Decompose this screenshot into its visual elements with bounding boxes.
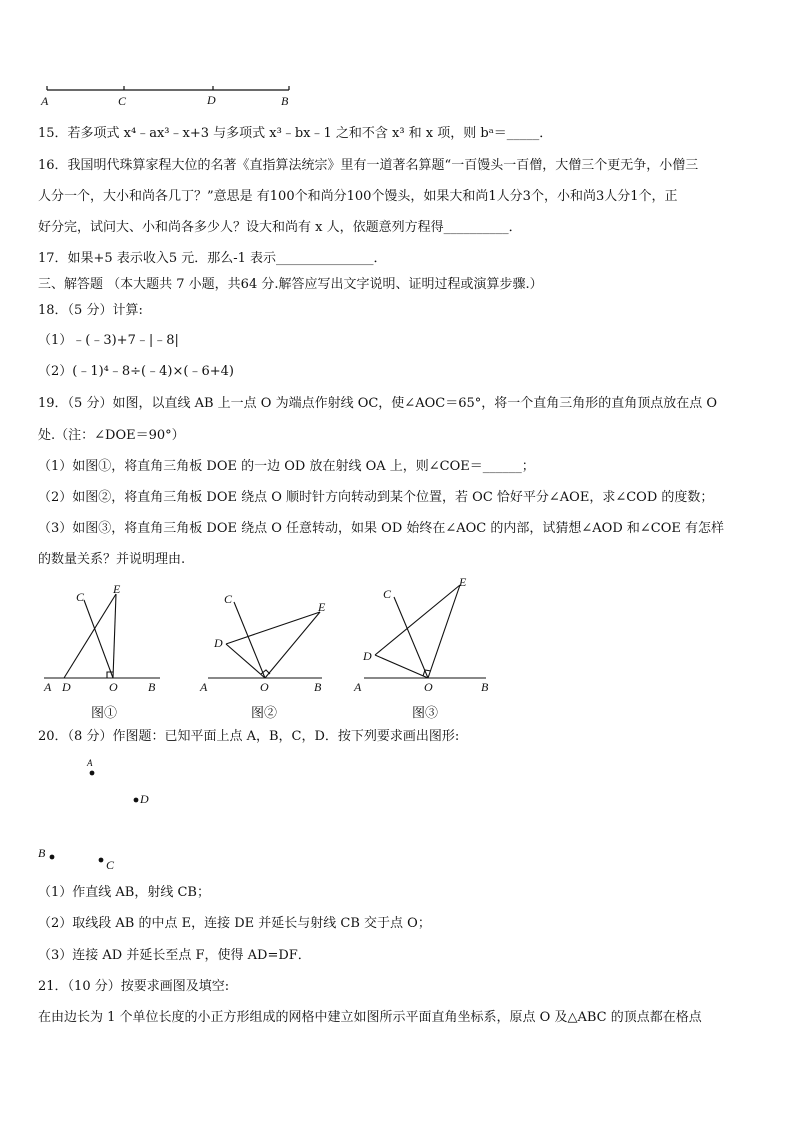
question-15: 15．若多项式 x⁴﹣ax³﹣x+3 与多项式 x³﹣bx﹣1 之和不含 x³ 和 x 项，则 bᵃ＝_____． [38,126,553,141]
point-c [99,858,104,863]
label-d: D [207,93,216,107]
fig1-label-a: A [44,680,52,694]
fig1-caption: 图① [91,706,118,721]
fig3-label-b: B [481,680,489,694]
point-d [134,798,139,803]
question-20: 20．（8 分）作图题：已知平面上点 A，B，C，D．按下列要求画出图形: [38,729,460,744]
question-21-line-1: 在由边长为 1 个单位长度的小正方形组成的网格中建立如图所示平面直角坐标系，原点 O 及△ABC 的顶点都在格点 [38,1010,702,1025]
question-18: 18．（5 分）计算: [38,303,143,318]
fig3-label-e: E [459,575,467,589]
fig2-label-d: D [214,636,223,650]
fig2-caption: 图② [251,706,278,721]
question-18-part-2: （2）(﹣1)⁴﹣8÷(﹣4)×(﹣6+4) [38,364,234,379]
section-heading: 三、解答题 （本大题共 7 小题，共64 分.解答应写出文字说明、证明过程或演算步骤.） [38,277,543,292]
fig1-label-c: C [76,590,85,604]
fig1-label-o: O [109,680,118,694]
question-17: 17．如果+5 表示收入5 元．那么-1 表示_______________． [38,251,387,266]
fig1-label-e: E [113,582,121,596]
fig3-label-d: D [363,649,372,663]
question-21: 21．（10 分）按要求画图及填空: [38,979,230,994]
question-18-part-1: （1）﹣(﹣3)+7﹣|﹣8| [38,333,179,348]
fig1-label-b: B [148,680,156,694]
fig3-label-c: C [383,587,392,601]
question-19-part-3-line-1: （3）如图③，将直角三角板 DOE 绕点 O 任意转动，如果 OD 始终在∠AOC 的内部，试猜想∠AOD 和∠COE 有怎样 [38,521,725,536]
point-c-label: C [106,858,115,872]
point-a-label: A [87,758,93,768]
question-19-line-1: 19．（5 分）如图，以直线 AB 上一点 O 为端点作射线 OC，使∠AOC＝65°，将一个直角三角形的直角顶点放在点 O [38,396,718,411]
question-16-line-2: 人分一个，大小和尚各几丁？”意思是 有100个和尚分100个馒头，如果大和尚1人分3个，小和尚3人分1个，正 [38,189,678,204]
fig3-label-o: O [424,680,433,694]
question-20-part-3: （3）连接 AD 并延长至点 F，使得 AD=DF． [38,948,311,963]
question-20-part-1: （1）作直线 AB，射线 CB； [38,885,210,900]
fig3-label-a: A [354,680,362,694]
fig3-caption: 图③ [412,706,439,721]
question-19-part-1: （1）如图①，将直角三角板 DOE 的一边 OD 放在射线 OA 上，则∠COE＝______； [38,459,535,474]
fig2-label-o: O [260,680,269,694]
fig2-label-e: E [318,600,326,614]
question-16-line-3: 好分完，试问大、小和尚各多少人？设大和尚有 x 人，依题意列方程得__________． [38,220,522,235]
question-20-part-2: （2）取线段 AB 的中点 E，连接 DE 并延长与射线 CB 交于点 O； [38,916,431,931]
point-b [50,855,55,860]
point-d-label: D [140,792,149,806]
question-19-line-2: 处.（注：∠DOE＝90°） [38,428,185,443]
fig2-label-b: B [314,680,322,694]
question-19-part-3-line-2: 的数量关系？并说明理由. [38,552,186,567]
fig2-label-c: C [224,592,233,606]
label-b: B [281,94,289,108]
question-16-line-1: 16．我国明代珠算家程大位的名著《直指算法统宗》里有一道著名算题“一百馒头一百僧，大僧三个更无争，小僧三 [38,158,699,173]
fig2-label-a: A [200,680,208,694]
label-a: A [41,94,49,108]
point-a [90,771,95,776]
point-b-label: B [38,846,46,860]
label-c: C [118,94,127,108]
question-19-part-2: （2）如图②，将直角三角板 DOE 绕点 O 顺时针方向转动到某个位置，若 OC 恰好平分∠AOE，求∠COD 的度数； [38,490,714,505]
fig1-label-d: D [62,680,71,694]
